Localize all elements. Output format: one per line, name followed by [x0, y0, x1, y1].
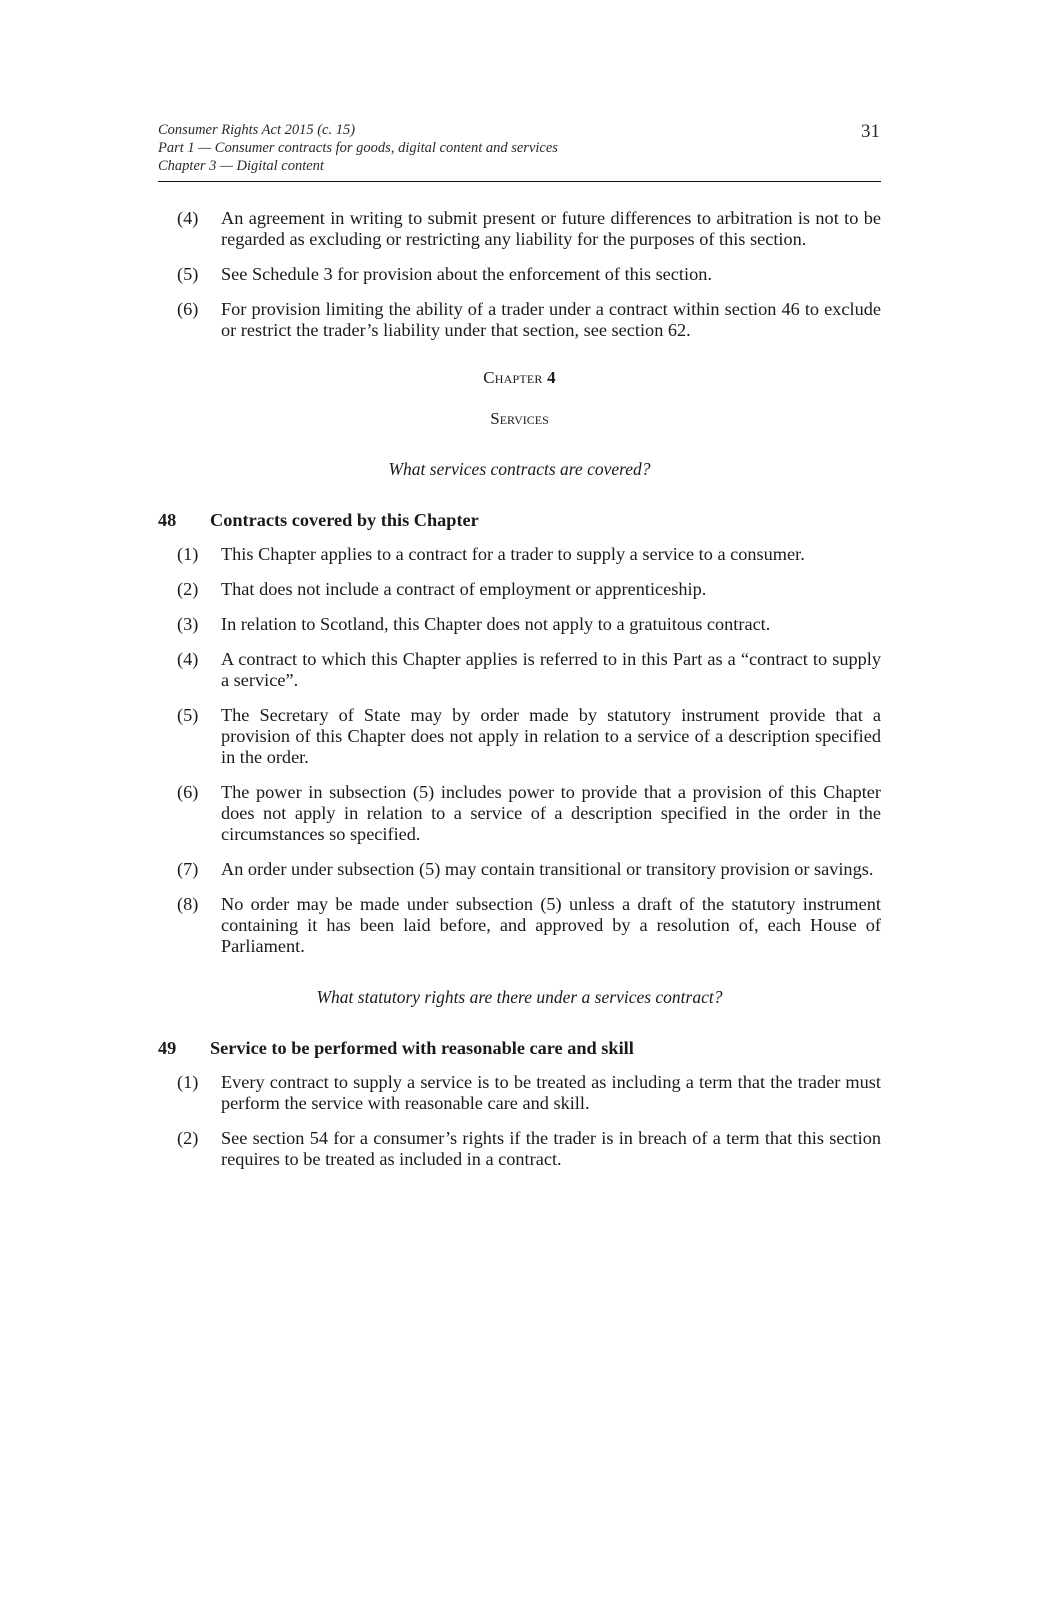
section-heading — [158, 1038, 881, 1059]
subsection — [158, 782, 881, 845]
subsection — [158, 1128, 881, 1170]
subsection-number: (5) — [177, 705, 199, 725]
subsection-text: For provision limiting the ability of a trader under a contract within section 46 to exclude or restrict the trader’s liability under that section, see section 62. — [221, 299, 881, 340]
subsection-number: (6) — [177, 299, 199, 319]
subsection-number: (3) — [177, 614, 199, 634]
crossheading: What statutory rights are there under a services contract? — [316, 987, 723, 1007]
subsection-number: (4) — [177, 208, 199, 228]
subsection — [158, 208, 881, 250]
section-title: Service to be performed with reasonable care and skill — [210, 1038, 634, 1058]
chapter-heading — [158, 367, 881, 388]
subsection — [158, 649, 881, 691]
section-number: 49 — [158, 1038, 177, 1058]
subsection — [158, 859, 881, 880]
subsection-text: An order under subsection (5) may contain transitional or transitory provision or savings. — [221, 859, 874, 879]
subsection-number: (4) — [177, 649, 199, 669]
chapter-title: Services — [490, 409, 549, 428]
header-rule — [158, 181, 881, 182]
subsection-number: (1) — [177, 1072, 199, 1092]
section-number: 48 — [158, 510, 177, 530]
subsection-number: (6) — [177, 782, 199, 802]
subsection-text: An agreement in writing to submit present or future differences to arbitration is not to be regarded as excluding or restricting any liability for the purposes of this section. — [221, 208, 881, 249]
subsection — [158, 705, 881, 768]
subsection — [158, 614, 881, 635]
subsection — [158, 299, 881, 341]
subsection-number: (2) — [177, 579, 199, 599]
subsection-text: The power in subsection (5) includes power to provide that a provision of this Chapter does not apply in relation to a service of a description specified in the order in the circumstances so specified. — [221, 782, 881, 844]
chapter-number: 4 — [547, 368, 556, 387]
subsection-number: (7) — [177, 859, 199, 879]
subsection-number: (1) — [177, 544, 199, 564]
subsection — [158, 544, 881, 565]
subsection — [158, 579, 881, 600]
document-body — [158, 208, 881, 1184]
subsection — [158, 1072, 881, 1114]
subsection-text: No order may be made under subsection (5) unless a draft of the statutory instrument containing it has been laid before, and approved by a resolution of, each House of Parliament. — [221, 894, 881, 956]
subsection-text: See section 54 for a consumer’s rights if the trader is in breach of a term that this section requires to be treated as included in a contract. — [221, 1128, 881, 1169]
subsection-text: Every contract to supply a service is to be treated as including a term that the trader must perform the service with reasonable care and skill. — [221, 1072, 881, 1113]
crossheading: What services contracts are covered? — [388, 459, 651, 479]
subsection-text: This Chapter applies to a contract for a trader to supply a service to a consumer. — [221, 544, 805, 564]
subsection-text: In relation to Scotland, this Chapter does not apply to a gratuitous contract. — [221, 614, 771, 634]
section-heading — [158, 510, 881, 531]
subsection — [158, 264, 881, 285]
section-title: Contracts covered by this Chapter — [210, 510, 479, 530]
subsection-text: A contract to which this Chapter applies is referred to in this Part as a “contract to supply a service”. — [221, 649, 881, 690]
subsection-number: (8) — [177, 894, 199, 914]
subsection-number: (2) — [177, 1128, 199, 1148]
subsection — [158, 894, 881, 957]
chapter-label: Chapter — [483, 368, 543, 387]
subsection-text: The Secretary of State may by order made by statutory instrument provide that a provision of this Chapter does not apply in relation to a service of a description specified in the order. — [221, 705, 881, 767]
running-head — [158, 121, 880, 175]
subsection-text: That does not include a contract of employment or apprenticeship. — [221, 579, 707, 599]
subsection-number: (5) — [177, 264, 199, 284]
running-head-chapter: Chapter 3 — Digital content — [158, 158, 324, 174]
subsection-text: See Schedule 3 for provision about the enforcement of this section. — [221, 264, 712, 284]
running-head-part: Part 1 — Consumer contracts for goods, digital content and services — [158, 140, 558, 156]
running-head-act-title: Consumer Rights Act 2015 (c. 15) — [158, 122, 356, 138]
page-number: 31 — [861, 121, 880, 142]
